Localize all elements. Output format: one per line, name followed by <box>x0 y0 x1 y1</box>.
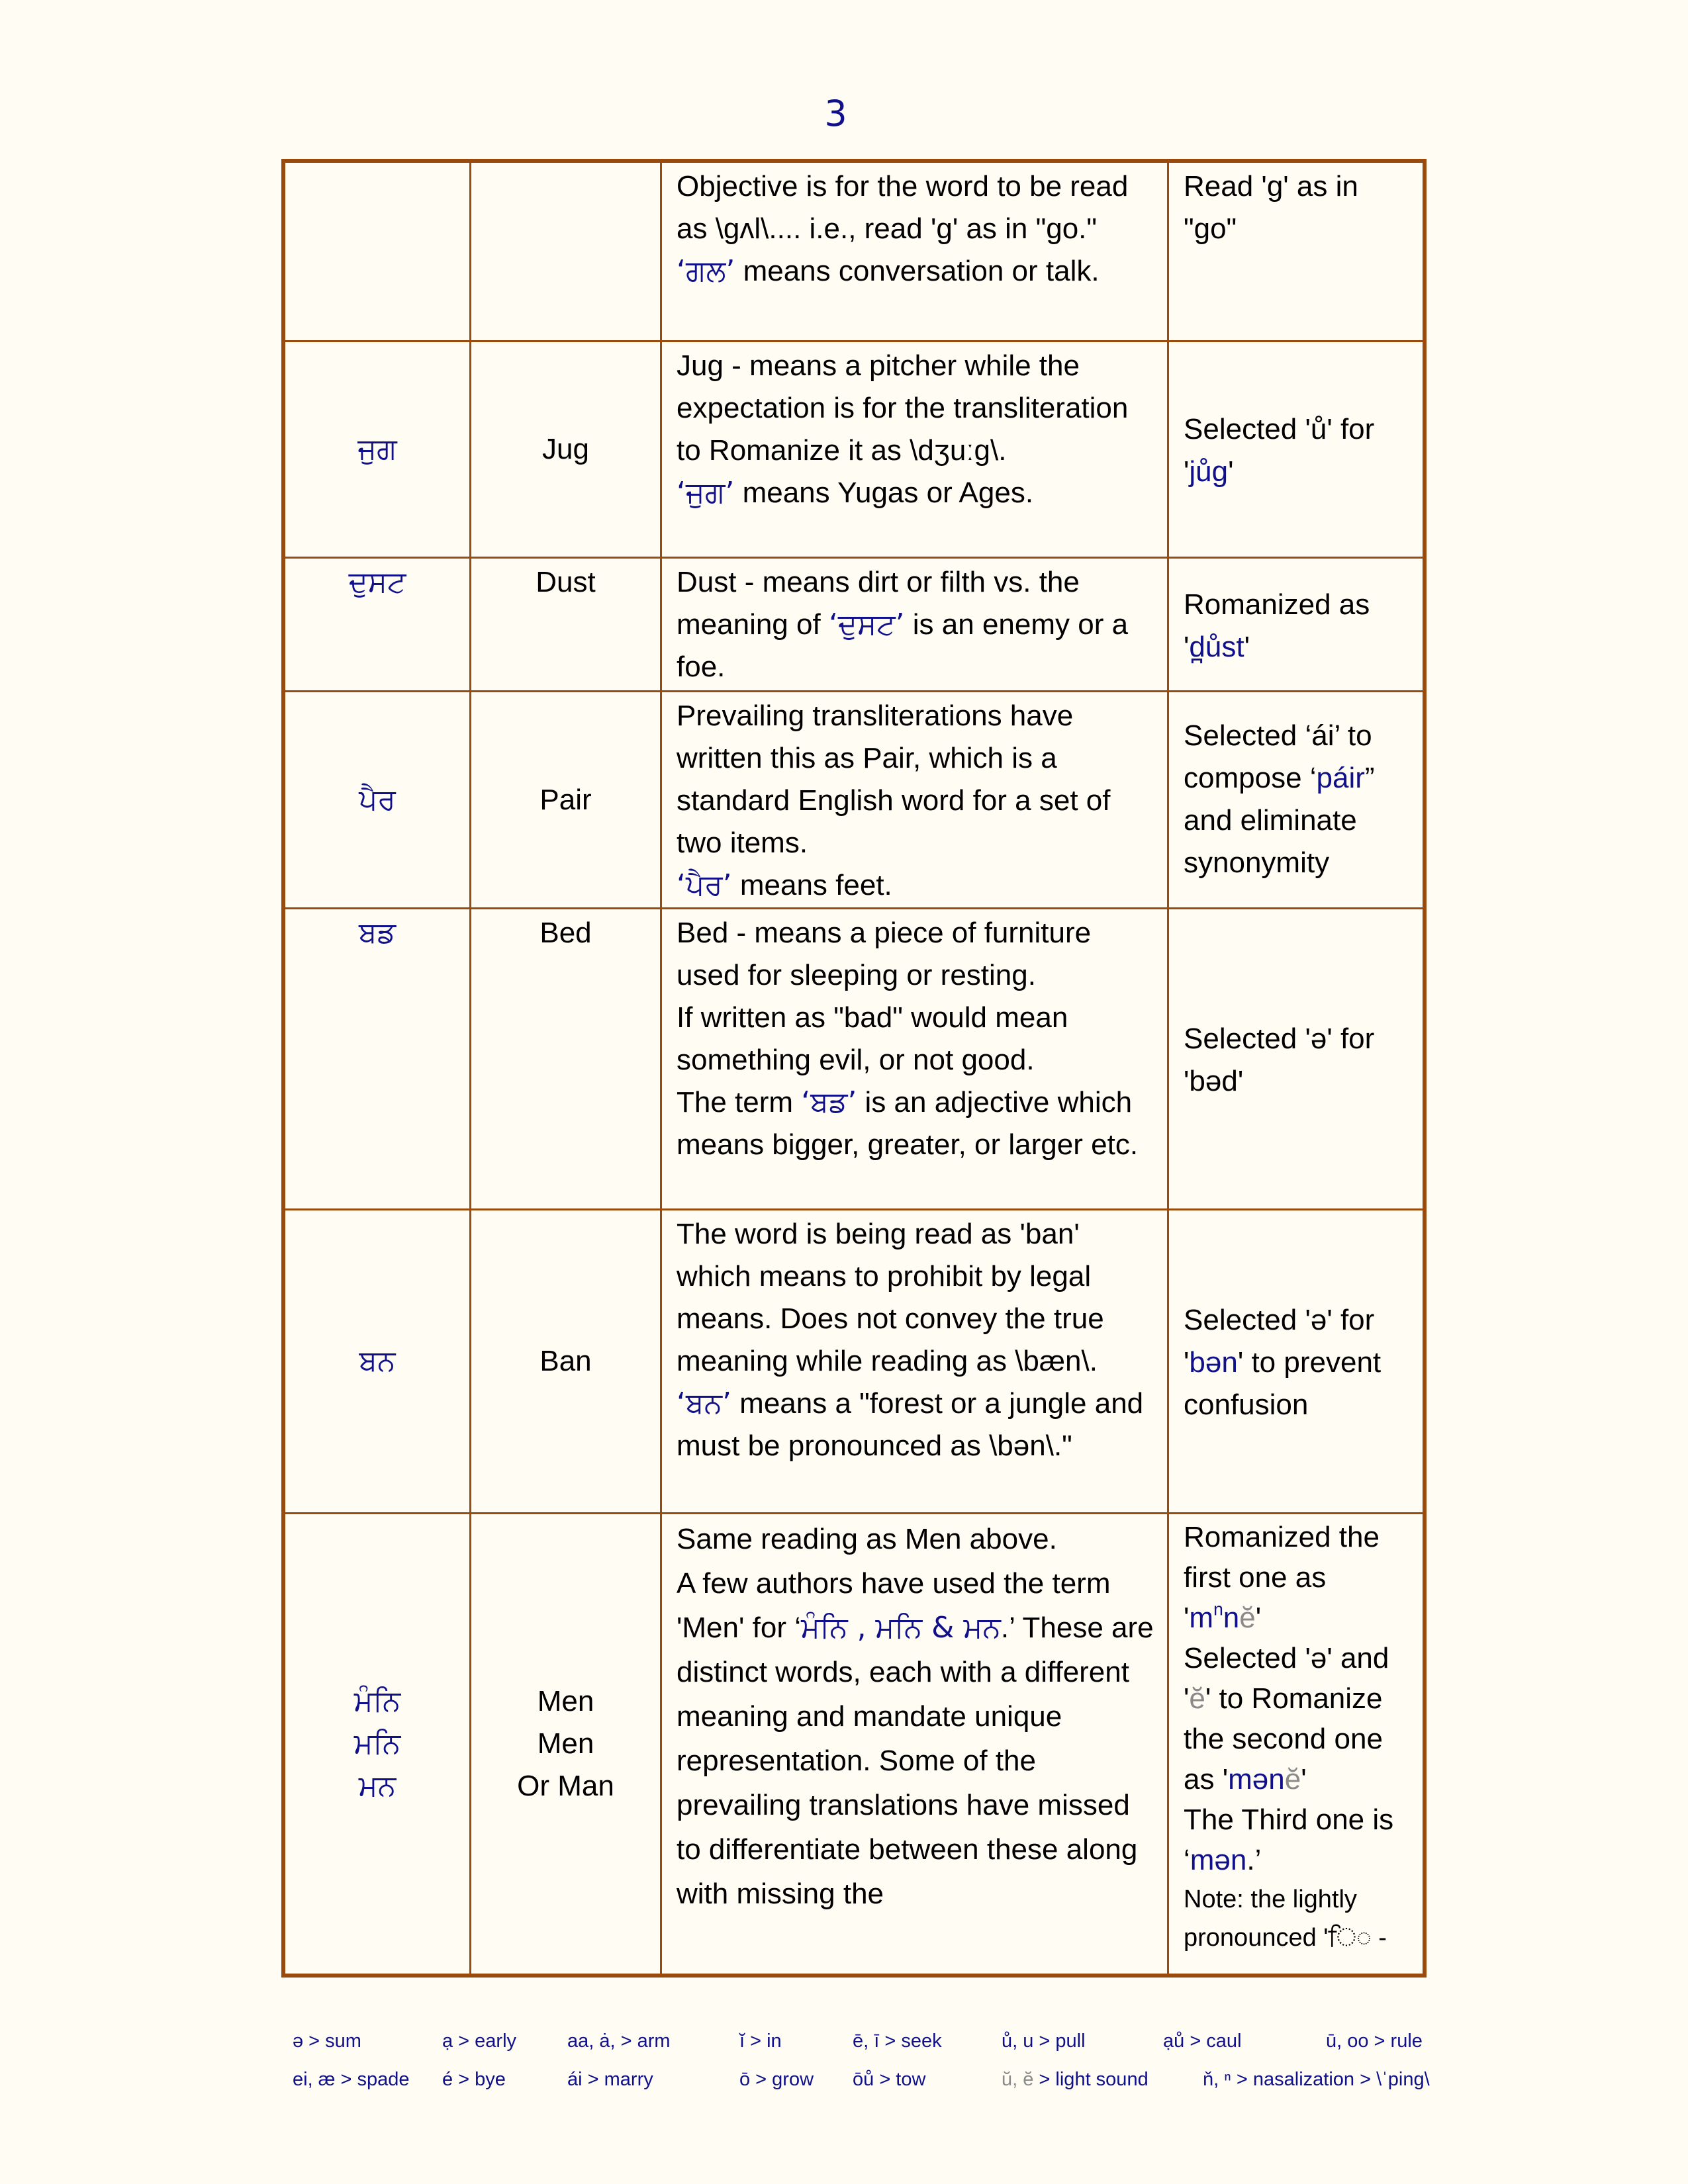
english-cell <box>471 692 662 907</box>
legend-item: ů, u > pull <box>1002 2030 1086 2052</box>
explanation-text: Same reading as Men above. <box>677 1523 1057 1555</box>
romanization-note: ” and eliminate synonymity <box>1184 762 1375 879</box>
explanation-text: is an enemy or a foe. <box>677 608 1129 683</box>
romanization-note: Read 'g' as in "go" <box>1184 170 1358 245</box>
english-word: Dust <box>536 566 596 598</box>
gurmukhi-word: ਪੈਰ <box>359 782 396 817</box>
gurmukhi-word: ਜੁਗ <box>357 432 397 466</box>
english-cell <box>471 559 662 690</box>
romanization-note: Romanized as <box>1184 588 1370 621</box>
gurmukhi-cell <box>285 163 471 340</box>
legend-label: > light sound <box>1033 2069 1149 2090</box>
quote: .’ <box>1246 1844 1262 1876</box>
romanization-note: Selected 'ə' and <box>1184 1642 1389 1674</box>
romanization-note: The Third one is <box>1184 1803 1394 1836</box>
footnote-text: Note: the lightly pronounced 'ਿ◌ - <box>1184 1886 1387 1952</box>
quote: ' <box>1184 1682 1190 1715</box>
romanized-word: páir <box>1316 762 1365 794</box>
page-number: 3 <box>824 93 847 134</box>
light-vowel: ĕ <box>1284 1763 1301 1796</box>
romanized-word: bən <box>1189 1346 1238 1379</box>
legend-item: ū, oo > rule <box>1326 2030 1423 2052</box>
gurmukhi-cell <box>285 559 471 690</box>
romanization-cell <box>1169 1210 1423 1512</box>
legend-item: ĭ > in <box>739 2030 782 2052</box>
table-row <box>285 690 1423 907</box>
explanation-text: Bed - means a piece of furniture used for sleeping or resting. <box>677 917 1092 991</box>
romanized-word: mən <box>1190 1844 1247 1876</box>
english-word: Men <box>537 1685 594 1717</box>
explanation-text: means Yugas or Ages. <box>734 477 1034 509</box>
romanization-note: Selected ‘ái’ to compose ‘ <box>1184 719 1372 794</box>
legend-item: ə > sum <box>293 2030 361 2052</box>
explanation-text: is an adjective which means bigger, greater, or larger etc. <box>677 1086 1139 1161</box>
gurmukhi-word: ਮਨ <box>358 1769 397 1803</box>
explanation-cell <box>662 163 1169 340</box>
table-row <box>285 907 1423 1208</box>
romanization-note: Selected 'ə' for <box>1184 1304 1375 1336</box>
romanization-cell <box>1169 163 1423 340</box>
legend-item: é > bye <box>442 2069 506 2090</box>
gurmukhi-word: ਮੰਨਿ <box>353 1684 401 1718</box>
legend-item: ạů > caul <box>1163 2030 1242 2052</box>
legend-item: ň, ⁿ > nasalization > \ˈping\ <box>1203 2069 1430 2090</box>
romanization-cell <box>1169 559 1423 690</box>
gurmukhi-word: ਦੁਸਟ <box>348 565 406 599</box>
quote: ' <box>1184 630 1190 663</box>
explanation-text: If written as "bad" would mean something evil, or not good. <box>677 1001 1068 1076</box>
explanation-cell <box>662 692 1169 907</box>
gurmukhi-word: ‘ਬਡ’ <box>801 1085 857 1119</box>
romanization-cell <box>1169 1514 1423 1974</box>
explanation-cell <box>662 909 1169 1208</box>
romanized-word: jůg <box>1189 455 1229 488</box>
gurmukhi-word: ‘ਗਲ’ <box>677 254 735 288</box>
quote: ' <box>1184 455 1190 488</box>
table-row <box>285 163 1423 340</box>
pronunciation-legend <box>293 2030 1458 2110</box>
romanization-cell <box>1169 692 1423 907</box>
legend-item <box>1002 2069 1149 2091</box>
legend-item: ái > marry <box>567 2069 653 2090</box>
english-word: Jug <box>542 433 589 465</box>
legend-item: aa, ȧ, > arm <box>567 2030 671 2052</box>
legend-item: ạ > early <box>442 2030 517 2052</box>
light-vowel: ĕ <box>1189 1682 1205 1715</box>
explanation-text: Objective is for the word to be read as \gʌl\.... i.e., read 'g' as in "go." <box>677 170 1129 245</box>
legend-light-vowels: ŭ, ĕ <box>1002 2069 1034 2090</box>
nasal-superscript: n <box>1213 1599 1223 1619</box>
explanation-text: The term <box>677 1086 802 1118</box>
english-word: Ban <box>539 1345 592 1377</box>
gurmukhi-word: ‘ਬਨ’ <box>677 1387 731 1420</box>
romanization-note: ' to Romanize the second one as ' <box>1184 1682 1383 1796</box>
quote: ' <box>1228 455 1234 488</box>
explanation-text: .’ These are distinct words, each with a different meaning and mandate unique representation. Some of the prevailing translations have missed to differentiate between these along with missing the <box>677 1612 1154 1910</box>
explanation-cell <box>662 342 1169 557</box>
romanization-note: Romanized the first one as <box>1184 1521 1380 1594</box>
gurmukhi-cell <box>285 909 471 1208</box>
gurmukhi-word: ‘ਜੁਗ’ <box>677 476 735 510</box>
legend-item: ē, ī > seek <box>853 2030 942 2052</box>
quote: ' <box>1244 630 1250 663</box>
light-vowel: ĕ <box>1239 1602 1256 1634</box>
explanation-text: Dust - means dirt or filth vs. the meaning of <box>677 566 1080 641</box>
quote: ' <box>1184 1346 1190 1379</box>
quote: ' <box>1184 1602 1190 1634</box>
english-word: Men <box>537 1727 594 1760</box>
table-row <box>285 1208 1423 1512</box>
legend-item: ō > grow <box>739 2069 814 2090</box>
gurmukhi-word: ‘ਪੈਰ’ <box>677 868 732 902</box>
gurmukhi-cell <box>285 1210 471 1512</box>
english-word: Or Man <box>517 1770 614 1802</box>
table-row <box>285 557 1423 690</box>
legend-item: ei, æ > spade <box>293 2069 410 2090</box>
explanation-cell <box>662 1210 1169 1512</box>
explanation-cell <box>662 1514 1169 1974</box>
gurmukhi-cell <box>285 692 471 907</box>
explanation-cell <box>662 559 1169 690</box>
explanation-text: The word is being read as 'ban' which means to prohibit by legal means. Does not convey the true meaning while reading as \bæn\. <box>677 1218 1104 1377</box>
explanation-text: A few authors have used the term 'Men' for ‘ <box>677 1567 1111 1644</box>
gurmukhi-word: ਮਨਿ <box>353 1727 401 1760</box>
english-cell <box>471 163 662 340</box>
gurmukhi-word: ‘ਦੁਸਟ’ <box>828 608 905 641</box>
gurmukhi-word: ਬਡ <box>358 916 397 950</box>
quote: ' <box>1255 1602 1262 1634</box>
explanation-text: Prevailing transliterations have written this as Pair, which is a standard English word for a set of two items. <box>677 700 1111 859</box>
romanization-note: Selected 'ů' for <box>1184 413 1375 445</box>
explanation-text: Jug - means a pitcher while the expectation is for the transliteration to Romanize it as \dʒuːg\. <box>677 349 1129 467</box>
romanization-cell <box>1169 909 1423 1208</box>
romanized-word: m <box>1189 1602 1214 1634</box>
gurmukhi-word: ਮੰਨਿ , ਮਨਿ & ਮਨ <box>800 1611 1001 1645</box>
gurmukhi-cell <box>285 342 471 557</box>
gurmukhi-word: ਬਨ <box>359 1344 396 1378</box>
english-cell <box>471 1514 662 1974</box>
romanized-word: d̪ůst <box>1189 630 1244 663</box>
english-cell <box>471 909 662 1208</box>
english-cell <box>471 342 662 557</box>
table-row <box>285 1512 1423 1974</box>
quote: ‘ <box>1184 1844 1190 1876</box>
explanation-text: means a "forest or a jungle and must be pronounced as \bən\." <box>677 1387 1144 1462</box>
english-word: Bed <box>539 917 592 949</box>
romanization-cell <box>1169 342 1423 557</box>
romanized-word: mən <box>1228 1763 1285 1796</box>
gurmukhi-cell <box>285 1514 471 1974</box>
romanization-note: Selected 'ə' for 'bəd' <box>1184 1023 1375 1097</box>
english-word: Pair <box>539 783 592 816</box>
romanized-word: n <box>1223 1602 1240 1634</box>
explanation-text: means feet. <box>731 869 892 901</box>
transliteration-table <box>281 159 1427 1978</box>
english-cell <box>471 1210 662 1512</box>
table-row <box>285 340 1423 557</box>
quote: ' <box>1301 1763 1307 1796</box>
romanization-note: ' to prevent confusion <box>1184 1346 1382 1421</box>
explanation-text: means conversation or talk. <box>735 255 1100 287</box>
legend-item: ōů > tow <box>853 2069 926 2090</box>
